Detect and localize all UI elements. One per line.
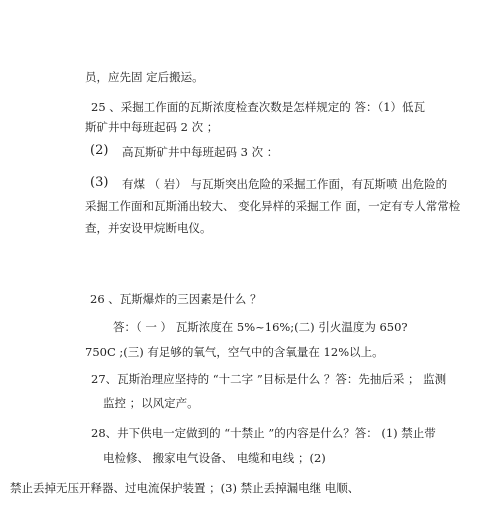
text-line-9: 答：（ 一 ） 瓦斯浓度在 5%~16%;(二) 引火温度为 650?	[113, 320, 408, 334]
text-line-10: 750C ;(三) 有足够的氧气，空气中的含氧量在 12%以上。	[85, 345, 384, 359]
text-line-5: 有煤 （ 岩） 与瓦斯突出危险的采掘工作面，有瓦斯喷 出危险的	[122, 177, 448, 191]
text-line-11: 27、瓦斯治理应坚持的 “十二字 ”目标是什么 ？答：先抽后采 ； 监测	[91, 372, 447, 386]
text-line-6: 采掘工作面和瓦斯涌出较大、 变化异样的采掘工作 面，一定有专人常常检	[85, 199, 461, 213]
text-line-14: 电检修、 搬家电气设备、 电缆和电线 ；(2)	[103, 451, 326, 465]
text-line-3: 斯矿井中每班起码 2 次 ；	[85, 120, 219, 134]
item-number-2: (2)	[90, 143, 109, 158]
text-line-7: 查，并安设甲烷断电仪。	[85, 221, 212, 235]
text-line-4: 高瓦斯矿井中每班起码 3 次 ：	[122, 145, 279, 159]
item-number-3: (3)	[90, 175, 109, 190]
text-line-1: 员，应先固 定后搬运。	[85, 70, 204, 84]
text-line-13: 28、井下供电一定做到的 “十禁止 ”的内容是什么？答： (1) 禁止带	[91, 426, 436, 440]
text-line-2: 25 、采掘工作面的瓦斯浓度检查次数是怎样规定的 答：（1）低瓦	[91, 100, 426, 114]
text-line-8: 26 、瓦斯爆炸的三因素是什么 ？	[90, 292, 262, 306]
text-line-12: 监控 ；以风定产。	[103, 396, 199, 410]
text-line-15: 禁止丢掉无压开释器、过电流保护装置 ；(3) 禁止丢掉漏电继 电顺、	[10, 481, 360, 495]
